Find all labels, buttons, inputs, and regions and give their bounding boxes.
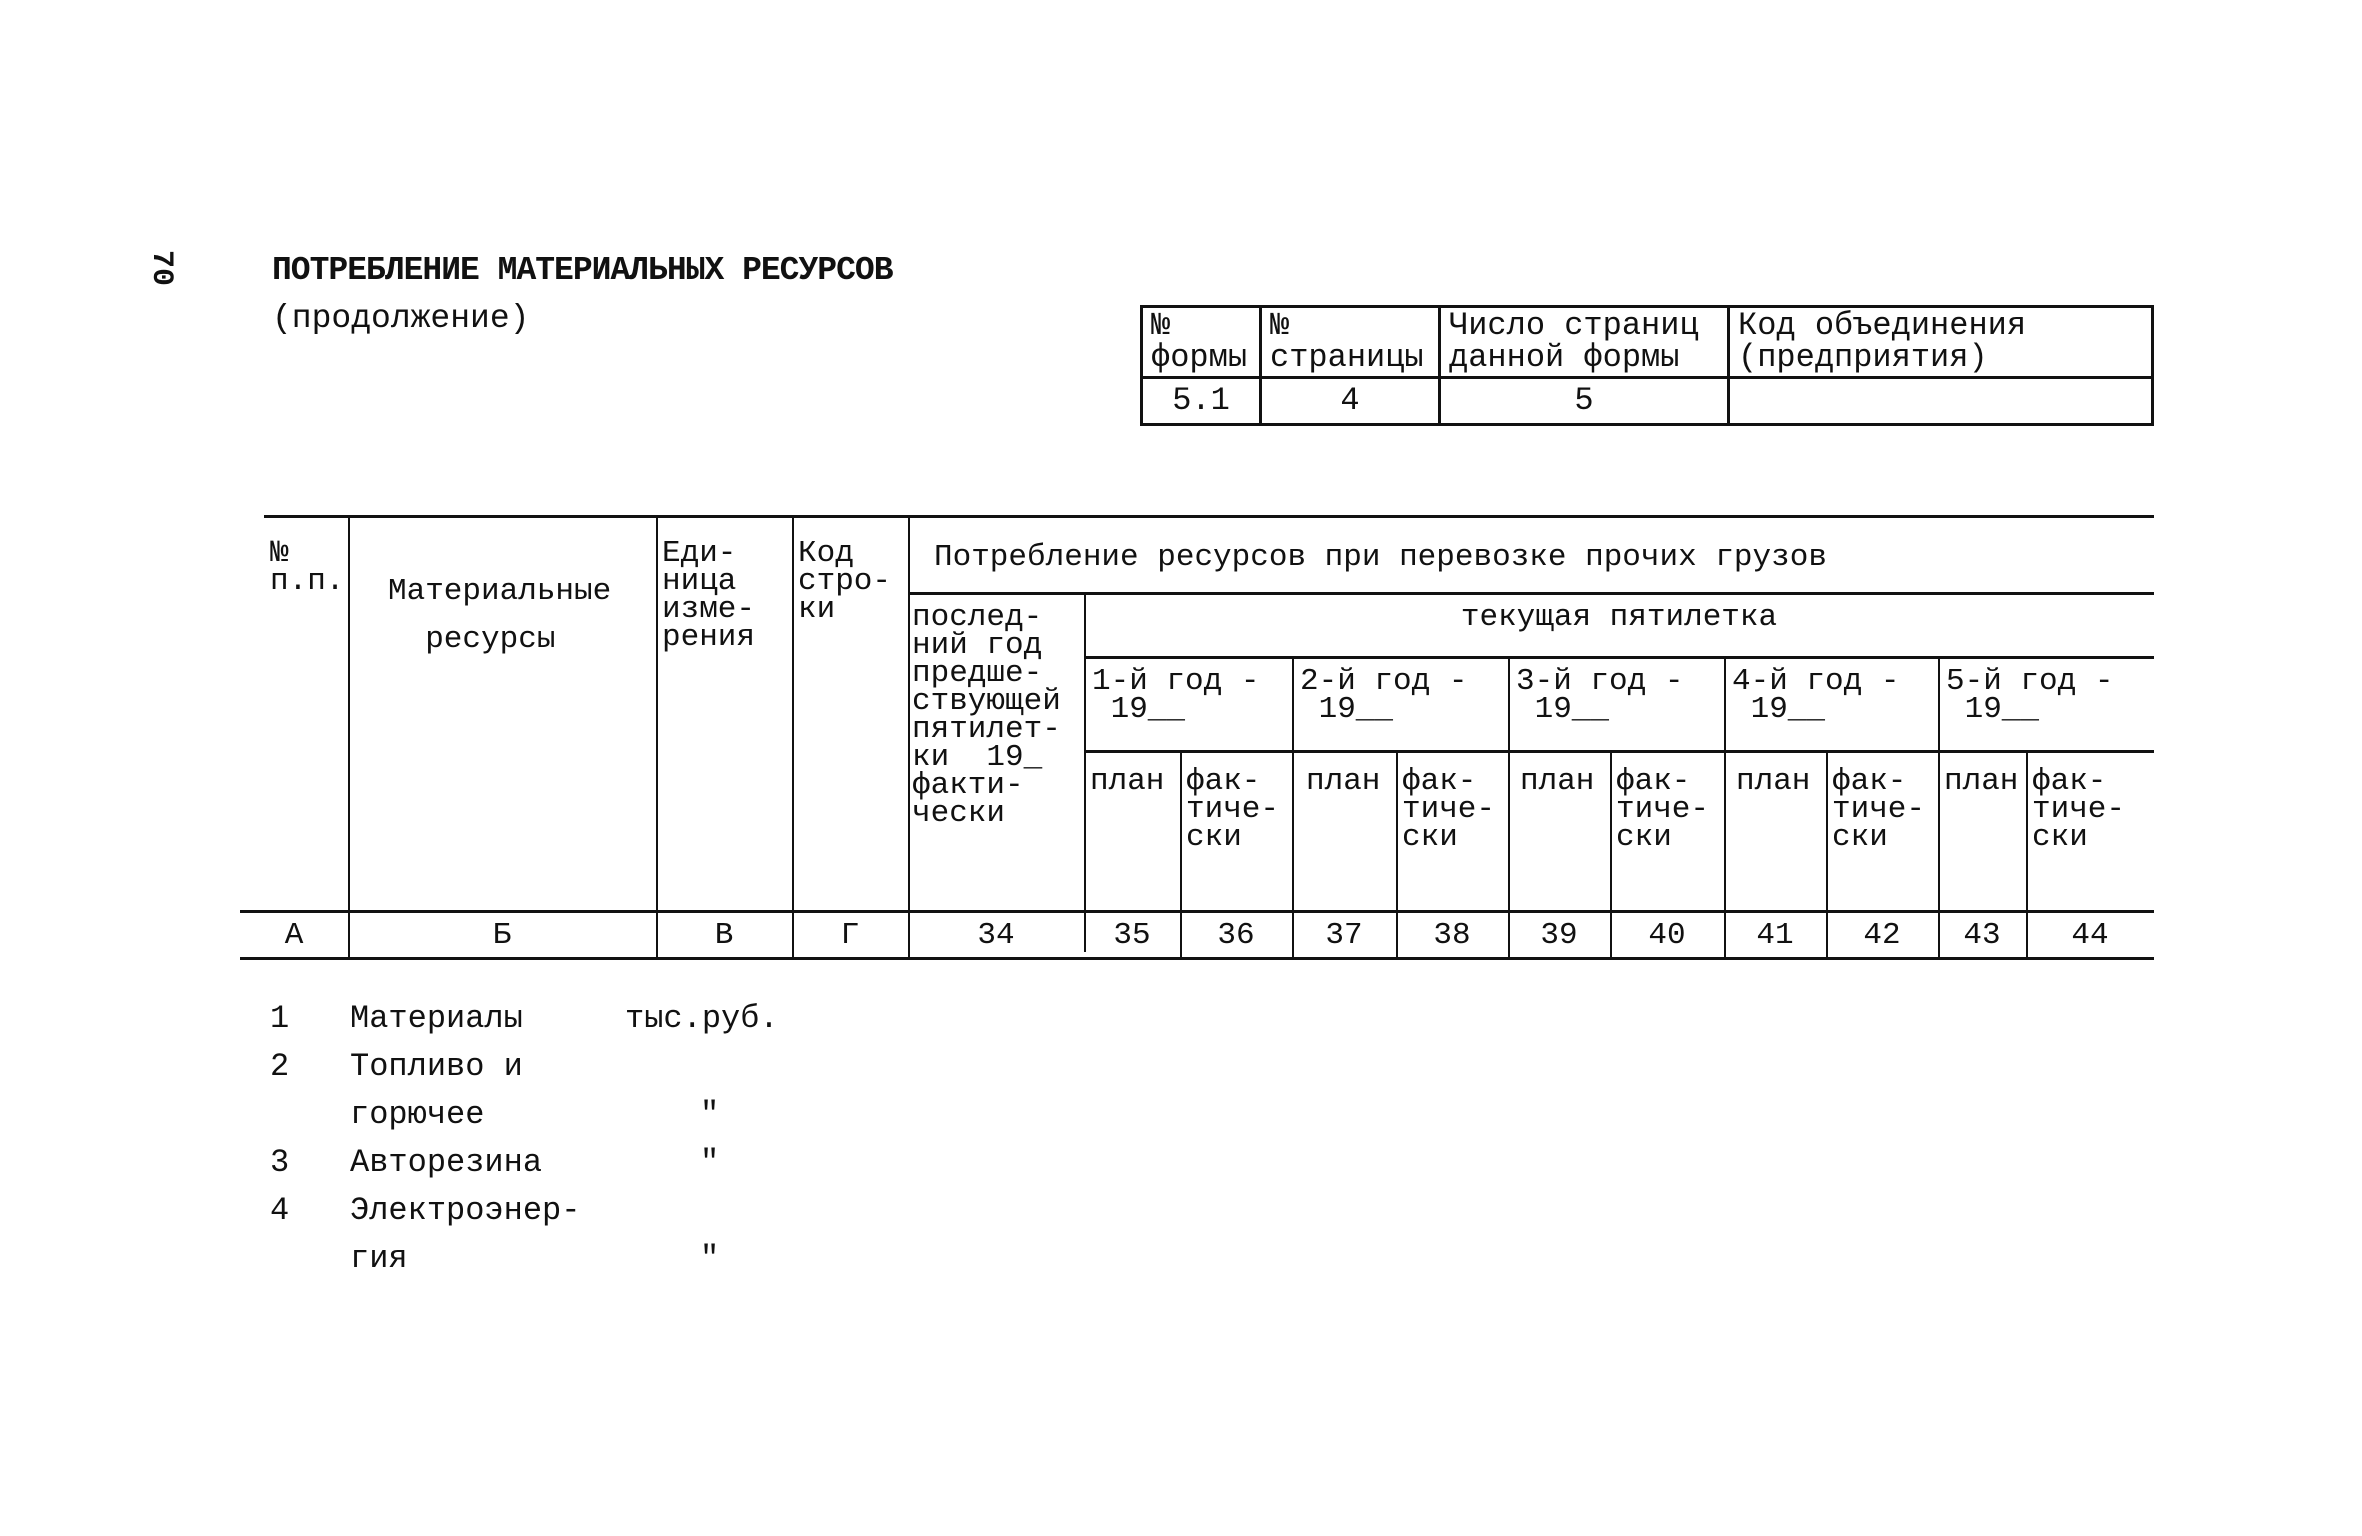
meta-header-page-count: Число страниц данной формы — [1440, 307, 1729, 378]
col-letter-v: В — [714, 918, 734, 953]
row-1-number: 1 — [270, 1000, 290, 1037]
header-plan-4: план — [1736, 764, 1811, 799]
row-4-number: 4 — [270, 1192, 290, 1229]
header-year-4: 4-й год - 19__ — [1732, 664, 1900, 727]
col-letter-g: Г — [840, 918, 860, 953]
col-number-41: 41 — [1756, 918, 1794, 953]
col-number-40: 40 — [1648, 918, 1686, 953]
row-2-number: 2 — [270, 1048, 290, 1085]
row-3-number: 3 — [270, 1144, 290, 1181]
meta-header-form: № формы — [1142, 307, 1261, 378]
header-year-5: 5-й год - 19__ — [1946, 664, 2114, 727]
form-meta-table — [1140, 305, 2154, 426]
page-title: ПОТРЕБЛЕНИЕ МАТЕРИАЛЬНЫХ РЕСУРСОВ — [272, 252, 893, 289]
header-year-3: 3-й год - 19__ — [1516, 664, 1684, 727]
col-number-43: 43 — [1963, 918, 2001, 953]
header-row-number: № п.п. — [270, 536, 345, 599]
meta-page-count: 5 — [1440, 378, 1729, 425]
row-2-name: Топливо и горючее — [350, 1048, 523, 1133]
row-4-name: Электроэнер- гия — [350, 1192, 581, 1277]
header-resources: Материальные ресурсы — [388, 574, 612, 657]
header-consumption: Потребление ресурсов при перевозке прочих грузов — [934, 540, 1827, 575]
row-3-unit: " — [700, 1144, 720, 1181]
header-plan-2: план — [1306, 764, 1381, 799]
meta-header-enterprise-code: Код объединения (предприятия) — [1729, 307, 2153, 378]
header-current-five-year: текущая пятилетка — [1460, 600, 1778, 635]
row-2-unit: " — [700, 1096, 720, 1133]
header-year-2: 2-й год - 19__ — [1300, 664, 1468, 727]
header-fact-3: фак- тиче- ски — [1616, 764, 1710, 855]
row-1-unit: тыс.руб. — [625, 1000, 779, 1037]
meta-enterprise-code — [1729, 378, 2153, 425]
col-letter-a: А — [284, 918, 304, 953]
meta-form-number: 5.1 — [1142, 378, 1261, 425]
header-fact-5: фак- тиче- ски — [2032, 764, 2126, 855]
col-number-34: 34 — [977, 918, 1015, 953]
meta-header-page: № страницы — [1261, 307, 1440, 378]
header-previous-year: послед- ний год предше- ствующей пятилет- ки 19_ факти- чески — [912, 600, 1061, 831]
row-3-name: Авторезина — [350, 1144, 543, 1181]
col-number-35: 35 — [1113, 918, 1151, 953]
header-fact-2: фак- тиче- ски — [1402, 764, 1496, 855]
header-unit: Еди- ница изме- рения — [662, 536, 756, 655]
meta-page-number: 4 — [1261, 378, 1440, 425]
row-1-name: Материалы — [350, 1000, 523, 1037]
col-number-37: 37 — [1325, 918, 1363, 953]
header-fact-4: фак- тиче- ски — [1832, 764, 1926, 855]
header-plan-5: план — [1944, 764, 2019, 799]
consumption-table — [240, 510, 2154, 960]
page-subtitle: (продолжение) — [272, 300, 530, 337]
col-number-42: 42 — [1863, 918, 1901, 953]
header-plan-3: план — [1520, 764, 1595, 799]
col-number-36: 36 — [1217, 918, 1255, 953]
row-4-unit: " — [700, 1240, 720, 1277]
header-plan-1: план — [1090, 764, 1165, 799]
col-number-38: 38 — [1433, 918, 1471, 953]
col-letter-b: Б — [492, 918, 512, 953]
header-year-1: 1-й год - 19__ — [1092, 664, 1260, 727]
col-number-44: 44 — [2071, 918, 2109, 953]
page-number: 70 — [144, 250, 178, 287]
col-number-39: 39 — [1540, 918, 1578, 953]
header-fact-1: фак- тиче- ски — [1186, 764, 1280, 855]
header-line-code: Код стро- ки — [798, 536, 892, 627]
